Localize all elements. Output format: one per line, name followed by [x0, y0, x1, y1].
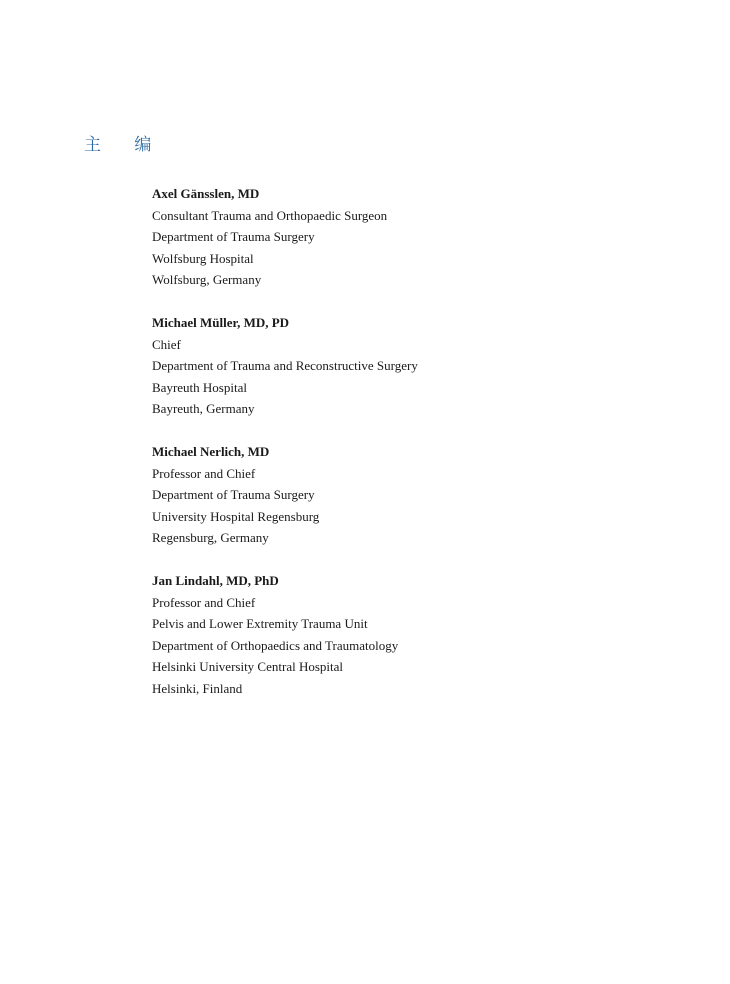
editor-entry: [152, 441, 672, 549]
editor-entry: [152, 312, 672, 420]
section-heading: 主 编: [84, 135, 166, 155]
editor-name: Michael Nerlich, MD: [152, 444, 270, 459]
editor-department: Department of Trauma Surgery: [152, 487, 315, 502]
editor-location: Helsinki, Finland: [152, 680, 243, 696]
editor-institution: Helsinki University Central Hospital: [152, 659, 344, 674]
editor-institution: Bayreuth Hospital: [152, 379, 247, 395]
editor-entry: [152, 570, 672, 699]
editor-title: Professor and Chief: [152, 594, 256, 610]
editor-institution: Wolfsburg Hospital: [152, 250, 254, 266]
editor-entry: [152, 183, 672, 291]
editor-department: Department of Trauma Surgery: [152, 229, 315, 244]
editor-name: Axel Gänsslen, MD: [152, 186, 260, 201]
editor-institution: University Hospital Regensburg: [152, 508, 320, 524]
editor-location: Wolfsburg, Germany: [152, 272, 262, 287]
editor-name: Jan Lindahl, MD, PhD: [152, 573, 279, 588]
editor-location: Regensburg, Germany: [152, 530, 269, 545]
editor-list: [152, 183, 672, 721]
editor-department: Department of Orthopaedics and Traumatology: [152, 637, 399, 653]
editor-unit: Pelvis and Lower Extremity Trauma Unit: [152, 616, 368, 631]
editor-location: Bayreuth, Germany: [152, 401, 255, 416]
editor-department: Department of Trauma and Reconstructive Surgery: [152, 358, 418, 373]
editor-title: Professor and Chief: [152, 465, 256, 481]
editor-name: Michael Müller, MD, PD: [152, 315, 290, 330]
editor-title: Consultant Trauma and Orthopaedic Surgeon: [152, 207, 388, 223]
editor-title: Chief: [152, 336, 181, 352]
